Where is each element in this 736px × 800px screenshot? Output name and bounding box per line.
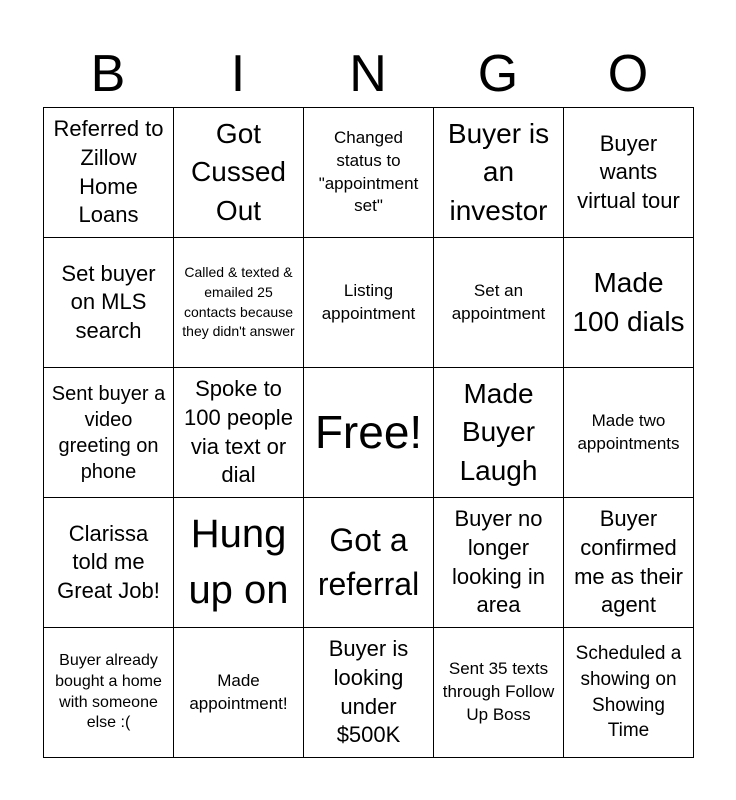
- bingo-cell[interactable]: Listing appointment: [304, 238, 434, 368]
- header-letter-i: I: [230, 45, 246, 103]
- bingo-cell[interactable]: Buyer wants virtual tour: [564, 108, 694, 238]
- bingo-cell[interactable]: Called & texted & emailed 25 contacts because they didn't answer: [174, 238, 304, 368]
- bingo-cell[interactable]: Buyer already bought a home with someone else :(: [44, 628, 174, 758]
- bingo-cell[interactable]: Spoke to 100 people via text or dial: [174, 368, 304, 498]
- bingo-cell[interactable]: Changed status to "appointment set": [304, 108, 434, 238]
- header-letter-n: N: [349, 45, 387, 103]
- bingo-cell[interactable]: Made Buyer Laugh: [434, 368, 564, 498]
- bingo-board: [43, 107, 694, 758]
- bingo-cell[interactable]: Buyer confirmed me as their agent: [564, 498, 694, 628]
- bingo-cell[interactable]: Buyer is an investor: [434, 108, 564, 238]
- header-letter-g: G: [477, 45, 519, 103]
- bingo-cell[interactable]: Got Cussed Out: [174, 108, 304, 238]
- bingo-cell[interactable]: Hung up on: [174, 498, 304, 628]
- bingo-cell[interactable]: Made appointment!: [174, 628, 304, 758]
- free-space[interactable]: Free!: [304, 368, 434, 498]
- bingo-cell[interactable]: Got a referral: [304, 498, 434, 628]
- bingo-cell[interactable]: Sent 35 texts through Follow Up Boss: [434, 628, 564, 758]
- bingo-cell[interactable]: Made 100 dials: [564, 238, 694, 368]
- header-letter-o: O: [607, 45, 649, 103]
- bingo-cell[interactable]: Set buyer on MLS search: [44, 238, 174, 368]
- bingo-cell[interactable]: Set an appointment: [434, 238, 564, 368]
- bingo-header: [43, 40, 693, 108]
- bingo-cell[interactable]: Referred to Zillow Home Loans: [44, 108, 174, 238]
- bingo-cell[interactable]: Buyer is looking under $500K: [304, 628, 434, 758]
- bingo-cell[interactable]: Scheduled a showing on Showing Time: [564, 628, 694, 758]
- bingo-cell[interactable]: Clarissa told me Great Job!: [44, 498, 174, 628]
- bingo-cell[interactable]: Buyer no longer looking in area: [434, 498, 564, 628]
- bingo-cell[interactable]: Sent buyer a video greeting on phone: [44, 368, 174, 498]
- header-letter-b: B: [90, 45, 126, 103]
- bingo-cell[interactable]: Made two appointments: [564, 368, 694, 498]
